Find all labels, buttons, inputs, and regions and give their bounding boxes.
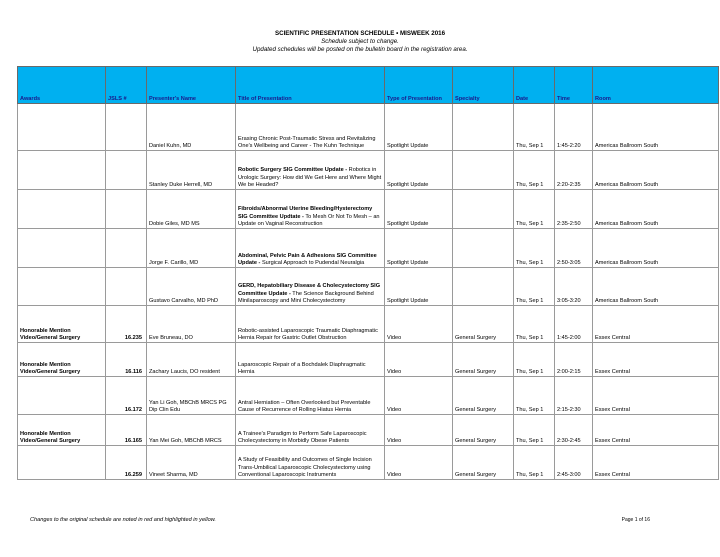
presenter-cell: Daniel Kuhn, MD (147, 104, 236, 151)
time-cell: 2:00-2:15 (555, 343, 593, 377)
title-bold-text: Fibroids/Abnormal Uterine Bleeding/Hysterectomy SIG Committee Updtate - (238, 206, 373, 220)
specialty-cell: General Surgery (453, 343, 514, 377)
column-header-date: Date (514, 67, 555, 104)
time-cell: 2:50-3:05 (555, 229, 593, 268)
presenter-cell: Jorge F. Carillo, MD (147, 229, 236, 268)
title-bold-text: Robotic Surgery SIG Committee Update - (238, 167, 348, 174)
schedule-table (17, 66, 719, 480)
table-row (18, 343, 719, 377)
room-cell: Essex Central (593, 343, 719, 377)
time-cell: 2:30-2:45 (555, 415, 593, 446)
presenter-cell: Dobie Giles, MD MS (147, 190, 236, 229)
date-cell: Thu, Sep 1 (514, 151, 555, 190)
room-cell: Essex Central (593, 377, 719, 415)
specialty-cell (453, 104, 514, 151)
table-row (18, 229, 719, 268)
time-cell: 3:05-3:20 (555, 268, 593, 306)
date-cell: Thu, Sep 1 (514, 343, 555, 377)
date-cell: Thu, Sep 1 (514, 268, 555, 306)
awards-cell (18, 446, 106, 480)
specialty-cell (453, 151, 514, 190)
title-cell (236, 190, 385, 229)
jsls-cell (106, 104, 147, 151)
title-bold-text: Abdominal, Pelvic Pain & Adhesions SIG Committee Update - (238, 252, 377, 266)
type-cell: Spotlight Update (385, 151, 453, 190)
footer-note: Changes to the original schedule are noted in red and highlighted in yellow. (30, 517, 216, 523)
room-cell: Essex Central (593, 446, 719, 480)
title-cell (236, 415, 385, 446)
type-cell: Video (385, 377, 453, 415)
room-cell: Americas Ballroom South (593, 104, 719, 151)
awards-cell (18, 268, 106, 306)
specialty-cell: General Surgery (453, 306, 514, 343)
date-cell: Thu, Sep 1 (514, 306, 555, 343)
type-cell: Video (385, 446, 453, 480)
specialty-cell: General Surgery (453, 446, 514, 480)
presenter-cell: Eve Bruneau, DO (147, 306, 236, 343)
specialty-cell: General Surgery (453, 377, 514, 415)
column-header-type: Type of Presentation (385, 67, 453, 104)
type-cell: Video (385, 343, 453, 377)
table-row (18, 306, 719, 343)
time-cell: 2:15-2:30 (555, 377, 593, 415)
table-row (18, 377, 719, 415)
table-row (18, 151, 719, 190)
awards-cell: Honorable Mention Video/General Surgery (18, 415, 106, 446)
title-text: A Trainee's Paradigm to Perform Safe Laparoscopic Cholecystectomy in Morbidly Obese Patients (238, 430, 367, 444)
jsls-cell: 16.235 (106, 306, 147, 343)
table-row (18, 190, 719, 229)
presenter-cell: Yan Li Goh, MBChB MRCS PG Dip Clin Edu (147, 377, 236, 415)
room-cell: Americas Ballroom South (593, 151, 719, 190)
room-cell: Americas Ballroom South (593, 268, 719, 306)
table-row (18, 268, 719, 306)
awards-cell (18, 190, 106, 229)
room-cell: Essex Central (593, 306, 719, 343)
awards-cell (18, 229, 106, 268)
jsls-cell (106, 229, 147, 268)
jsls-cell: 16.165 (106, 415, 147, 446)
awards-cell (18, 151, 106, 190)
awards-cell (18, 377, 106, 415)
time-cell: 2:35-2:50 (555, 190, 593, 229)
date-cell: Thu, Sep 1 (514, 415, 555, 446)
schedule-subtitle: Schedule subject to change. (321, 38, 399, 45)
schedule-title: SCIENTIFIC PRESENTATION SCHEDULE • MISWEEK 2016 (274, 30, 446, 37)
type-cell: Spotlight Update (385, 190, 453, 229)
time-cell: 2:20-2:35 (555, 151, 593, 190)
title-cell (236, 151, 385, 190)
room-cell: Essex Central (593, 415, 719, 446)
title-cell (236, 306, 385, 343)
awards-cell: Honorable Mention Video/General Surgery (18, 343, 106, 377)
title-text: A Study of Feasibility and Outcomes of Single Incision Trans-Umbilical Laparoscopic Cholecystectomy using Conventional Laparoscopic Instruments (238, 457, 372, 478)
awards-cell (18, 104, 106, 151)
column-header-time: Time (555, 67, 593, 104)
column-header-presenter: Presenter's Name (147, 67, 236, 104)
room-cell: Americas Ballroom South (593, 190, 719, 229)
title-cell (236, 268, 385, 306)
jsls-cell: 16.172 (106, 377, 147, 415)
type-cell: Spotlight Update (385, 229, 453, 268)
date-cell: Thu, Sep 1 (514, 190, 555, 229)
title-cell (236, 343, 385, 377)
title-text: The Science Background Behind Minilaparoscopy and Mini Cholecystectomy (238, 290, 374, 304)
title-cell (236, 446, 385, 480)
time-cell: 1:45-2:00 (555, 306, 593, 343)
room-cell: Americas Ballroom South (593, 229, 719, 268)
presenter-cell: Stanley Duke Herrell, MD (147, 151, 236, 190)
presenter-cell: Gustavo Carvalho, MD PhD (147, 268, 236, 306)
table-row (18, 415, 719, 446)
title-text: Surgical Approach to Pudendal Neuralgia (261, 259, 365, 266)
jsls-cell (106, 151, 147, 190)
schedule-note: Updated schedules will be posted on the bulletin board in the registration area. (252, 46, 468, 53)
type-cell: Video (385, 415, 453, 446)
title-text: Robotic-assisted Laparoscopic Traumatic Diaphragmatic Hernia Repair for Gastric Outlet Obstruction (238, 327, 378, 341)
specialty-cell: General Surgery (453, 415, 514, 446)
time-cell: 1:45-2:20 (555, 104, 593, 151)
presenter-cell: Zachary Laucis, DO resident (147, 343, 236, 377)
presenter-cell: Yan Mei Goh, MBChB MRCS (147, 415, 236, 446)
type-cell: Spotlight Update (385, 268, 453, 306)
table-row (18, 104, 719, 151)
column-header-specialty: Specialty (453, 67, 514, 104)
jsls-cell: 16.116 (106, 343, 147, 377)
title-text: Antral Herniation – Often Overlooked but Preventable Cause of Recurrence of Rolling Hiatus Hernia (238, 399, 371, 413)
title-cell (236, 229, 385, 268)
column-header-room: Room (593, 67, 719, 104)
presenter-cell: Vineet Sharma, MD (147, 446, 236, 480)
date-cell: Thu, Sep 1 (514, 104, 555, 151)
title-text: Erasing Chronic Post-Traumatic Stress and Revitalizing One's Wellbeing and Career - The Kuhn Technique (238, 135, 376, 149)
title-text: To Mesh Or Not To Mesh – an Update on Vaginal Reconstruction (238, 213, 380, 227)
title-cell (236, 104, 385, 151)
date-cell: Thu, Sep 1 (514, 229, 555, 268)
page-number: Page 1 of 16 (621, 517, 650, 523)
document-header (0, 30, 720, 54)
type-cell: Spotlight Update (385, 104, 453, 151)
table-header-row (18, 67, 719, 104)
title-text: Robotics in Urologic Surgery: How did We Get Here and Where Might We be Headed? (238, 167, 382, 188)
title-cell (236, 377, 385, 415)
table-row (18, 446, 719, 480)
jsls-cell (106, 190, 147, 229)
date-cell: Thu, Sep 1 (514, 377, 555, 415)
date-cell: Thu, Sep 1 (514, 446, 555, 480)
jsls-cell (106, 268, 147, 306)
title-text: Laparoscopic Repair of a Bochdalek Diaphragmatic Hernia (238, 361, 366, 375)
type-cell: Video (385, 306, 453, 343)
column-header-awards: Awards (18, 67, 106, 104)
specialty-cell (453, 268, 514, 306)
specialty-cell (453, 229, 514, 268)
specialty-cell (453, 190, 514, 229)
jsls-cell: 16.259 (106, 446, 147, 480)
awards-cell: Honorable Mention Video/General Surgery (18, 306, 106, 343)
column-header-title: Title of Presentation (236, 67, 385, 104)
time-cell: 2:45-3:00 (555, 446, 593, 480)
column-header-jsls: JSLS # (106, 67, 147, 104)
title-bold-text: GERD, Hepatobiliary Disease & Cholecystectomy SIG Committee Update - (238, 283, 381, 297)
